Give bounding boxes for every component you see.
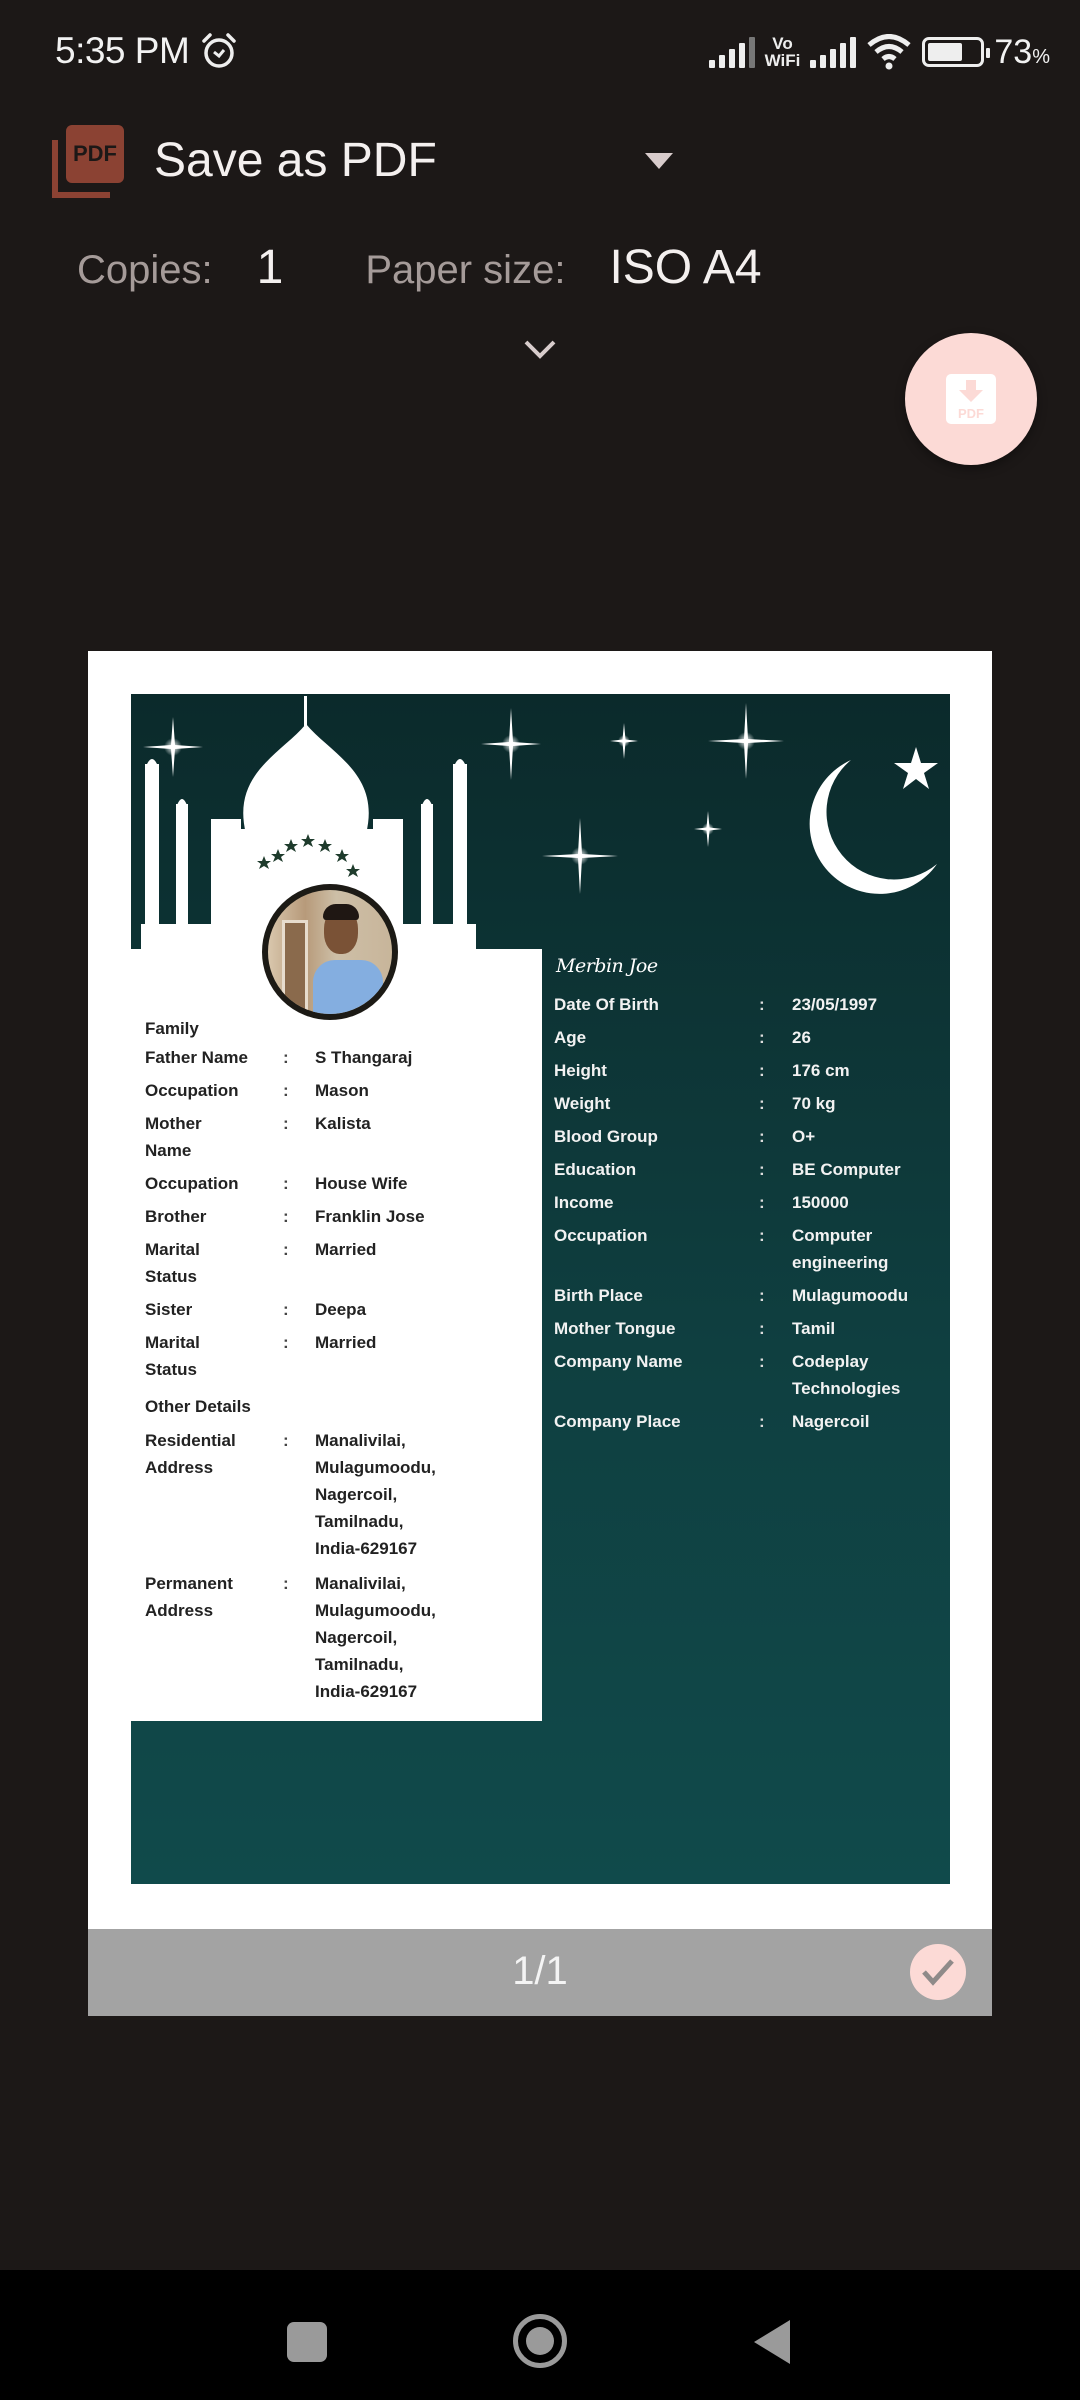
family-row: Father Name : S Thangaraj: [145, 1048, 413, 1067]
pdf-icon: PDF: [50, 120, 126, 200]
svg-text:PDF: PDF: [958, 406, 984, 421]
alarm-clock-icon: [200, 32, 238, 70]
paper-size-value: ISO A4: [609, 241, 762, 294]
family-row: Occupation : House Wife: [145, 1174, 408, 1193]
family-row: Brother : Franklin Jose: [145, 1207, 425, 1226]
candidate-name: Merbin Joe: [556, 955, 658, 977]
personal-row: Age : 26: [554, 1028, 811, 1047]
chevron-down-icon[interactable]: [522, 336, 558, 362]
personal-row: Company Name : Codeplay Technologies: [554, 1352, 901, 1398]
personal-row: Blood Group : O+: [554, 1127, 816, 1146]
status-time: 5:35 PM: [55, 30, 190, 71]
other-details-title: Other Details: [145, 1397, 251, 1416]
personal-row: Education : BE Computer: [554, 1160, 901, 1179]
family-row: Sister : Deepa: [145, 1300, 367, 1319]
check-icon: [921, 1958, 955, 1986]
cell-signal-2-icon: [810, 36, 856, 68]
download-pdf-button[interactable]: [905, 333, 1037, 465]
address-row: Residential Address : Manalivilai, Mulagumoodu, Nagercoil, Tamilnadu, India-629167: [145, 1431, 436, 1558]
personal-row: Income : 150000: [554, 1193, 849, 1212]
family-row: Mother Name : Kalista: [145, 1114, 371, 1160]
family-row: Marital Status : Married: [145, 1240, 377, 1286]
page-indicator: 1/1: [512, 1949, 568, 1993]
page-preview[interactable]: [88, 651, 992, 1929]
recent-apps-icon[interactable]: [287, 2322, 327, 2362]
dropdown-arrow-icon[interactable]: [645, 153, 673, 169]
profile-photo: [262, 884, 398, 1020]
family-row: Occupation : Mason: [145, 1081, 369, 1100]
cell-signal-icon: [709, 36, 755, 68]
personal-row: Occupation : Computer engineering: [554, 1226, 889, 1272]
status-icons: [709, 30, 1050, 74]
family-section-title: Family: [145, 1019, 199, 1038]
biodata-document: [131, 694, 950, 1884]
battery-icon: [922, 37, 984, 67]
page-indicator-bar: [88, 1929, 992, 2016]
personal-row: Company Place : Nagercoil: [554, 1412, 870, 1431]
wifi-icon: [866, 34, 912, 70]
pdf-download-icon: [946, 374, 996, 424]
home-icon[interactable]: [513, 2314, 567, 2368]
system-nav-bar: [0, 2270, 1080, 2400]
copies-value: 1: [256, 241, 284, 294]
mosque-night-sky-illustration: [131, 694, 950, 954]
personal-row: Height : 176 cm: [554, 1061, 850, 1080]
personal-row: Mother Tongue : Tamil: [554, 1319, 836, 1338]
status-bar: [0, 0, 1080, 100]
back-icon[interactable]: [754, 2320, 790, 2364]
copies-label: Copies:: [77, 248, 213, 292]
printer-name: Save as PDF: [154, 133, 437, 187]
family-details-card: [131, 949, 542, 1721]
personal-row: Date Of Birth : 23/05/1997: [554, 995, 878, 1014]
family-row: Marital Status : Married: [145, 1333, 377, 1379]
paper-size-label: Paper size:: [365, 248, 566, 292]
battery-percent: 73%: [994, 32, 1050, 71]
vowifi-icon: Vo WiFi: [764, 34, 801, 70]
print-options-summary[interactable]: [77, 240, 762, 295]
personal-row: Weight : 70 kg: [554, 1094, 836, 1113]
address-row: Permanent Address : Manalivilai, Mulagumoodu, Nagercoil, Tamilnadu, India-629167: [145, 1574, 436, 1701]
printer-selector[interactable]: [50, 120, 690, 200]
personal-row: Birth Place : Mulagumoodu: [554, 1286, 909, 1305]
page-select-checkbox[interactable]: [910, 1944, 966, 2000]
